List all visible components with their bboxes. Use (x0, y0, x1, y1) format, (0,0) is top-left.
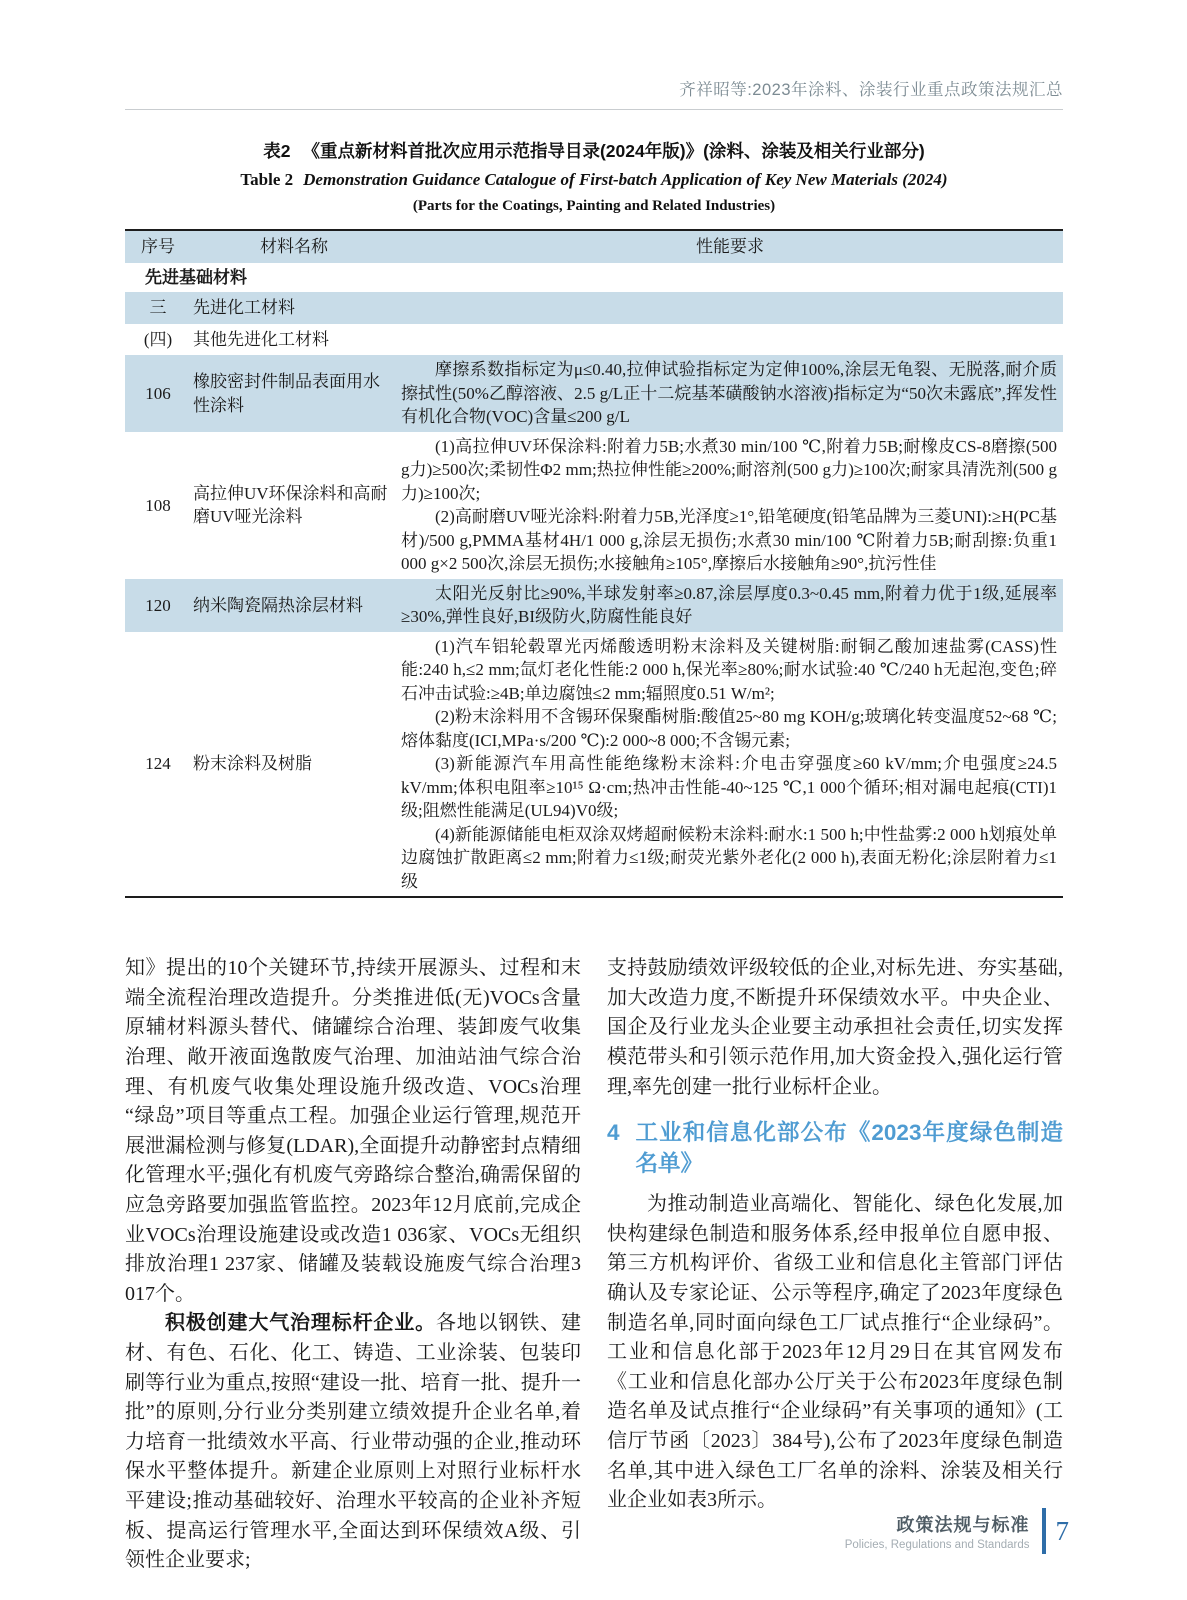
row-no: 106 (145, 383, 171, 403)
article-body (125, 954, 1063, 1575)
row-no: 124 (145, 754, 171, 774)
column-header-perf: 性能要求 (696, 237, 764, 257)
row-material-name: 橡胶密封件制品表面用水性涂料 (193, 372, 380, 415)
section-title: 工业和信息化部公布《2023年度绿色制造名单》 (635, 1120, 1063, 1177)
page-number: 7 (1055, 1515, 1069, 1546)
table-caption-en-label: Table 2 (240, 170, 294, 190)
performance-paragraph: 太阳光反射比≥90%,半球发射率≥0.87,涂层厚度0.3~0.45 mm,附着力优于1级,延展率≥30%,弹性良好,BI级防火,防腐性能良好 (401, 583, 1057, 627)
row-no: 108 (145, 495, 171, 515)
column-header-name: 材料名称 (260, 237, 328, 257)
paragraph-text: 各地以钢铁、建材、有色、石化、化工、铸造、工业涂装、包装印刷等行业为重点,按照“建设一批、培育一批、提升一批”的原则,分行业分类别建立绩效提升企业名单,着力培育一批绩效水平高、行业带动强的企业,推动环保水平整体提升。新建企业原则上对照行业标杆水平建设;推动基础较好、治理水平较高的企业补齐短板、提高运行管理水平,全面达到环保绩效A级、引领性企业要求; (125, 1312, 582, 1572)
row-material-name: 粉末涂料及树脂 (193, 754, 312, 774)
table-caption-en (125, 167, 1063, 193)
left-column (125, 954, 581, 1575)
footer-title-en: Policies, Regulations and Standards (844, 1539, 1030, 1551)
section-row-label: 先进基础材料 (145, 267, 247, 287)
performance-paragraph: (1)高拉伸UV环保涂料:附着力5B;水煮30 min/100 ℃,附着力5B;耐橡皮CS-8磨擦(500 g力)≥500次;柔韧性Φ2 mm;热拉伸性能≥200%;耐溶剂(500 g力)≥100次;耐家具清洗剂(500 g力)≥100次; (401, 436, 1057, 503)
row-performance (397, 632, 1063, 898)
row-no: 120 (145, 595, 171, 615)
row-material-name: 其他先进化工材料 (193, 329, 329, 349)
row-material-name: 纳米陶瓷隔热涂层材料 (193, 595, 363, 615)
performance-paragraph: (3)新能源汽车用高性能绝缘粉末涂料:介电击穿强度≥60 kV/mm;介电强度≥24.5 kV/mm;体积电阻率≥10¹⁵ Ω·cm;热冲击性能-40~125 ℃,1 000个循环;相对漏电起痕(CTI)1级;阻燃性能满足(UL94)V0级; (401, 754, 1057, 821)
body-paragraph: 知》提出的10个关键环节,持续开展源头、过程和末端全流程治理改造提升。分类推进低(无)VOCs含量原辅材料源头替代、储罐综合治理、装卸废气收集治理、敞开液面逸散废气治理、加油站油气综合治理、有机废气收集处理设施升级改造、VOCs治理“绿岛”项目等重点工程。加强企业运行管理,规范开展泄漏检测与修复(LDAR),全面提升动静密封点精细化管理水平;强化有机废气旁路综合整治,确需保留的应急旁路要加强监管监控。2023年12月底前,完成企业VOCs治理设施建设或改造1 036家、VOCs无组织排放治理1 237家、储罐及装载设施废气综合治理3 017个。 (125, 957, 581, 1305)
performance-paragraph: (2)高耐磨UV哑光涂料:附着力5B,光泽度≥1°,铅笔硬度(铅笔品牌为三菱UNI):≥H(PC基材)/500 g,PMMA基材4H/1 000 g,涂层无损伤;水煮30 min/100 ℃附着力5B;耐刮擦:负重1 000 g×2 500次,涂层无损伤;水接触角≥105°,摩擦后水接触角≥90°,抗污性佳 (401, 507, 1057, 574)
row-performance (397, 432, 1063, 579)
section-number: 4 (607, 1120, 620, 1146)
footer-section-titles (845, 1511, 1030, 1551)
performance-paragraph: 摩擦系数指标定为μ≤0.40,拉伸试验指标定为定伸100%,涂层无龟裂、无脱落,耐介质擦拭性(50%乙醇溶液、2.5 g/L正十二烷基苯磺酸钠水溶液)指标定为“50次未露底”,挥发性有机化合物(VOC)含量≤200 g/L (401, 360, 1057, 427)
table-header-row (125, 230, 1063, 263)
table-caption-zh-label: 表2 (263, 141, 291, 161)
row-no: 三 (149, 298, 167, 318)
performance-paragraph: (4)新能源储能电柜双涂双烤超耐候粉末涂料:耐水:1 500 h;中性盐雾:2 000 h划痕处单边腐蚀扩散距离≤2 mm;附着力≤1级;耐荧光紫外老化(2 000 h),表面无粉化;涂层附着力≤1级 (401, 824, 1057, 891)
row-performance (397, 355, 1063, 432)
table-row (125, 432, 1063, 579)
body-paragraph (125, 1309, 581, 1575)
footer-title-zh: 政策法规与标准 (896, 1515, 1030, 1535)
materials-table (125, 229, 1063, 898)
paragraph-lead-bold: 积极创建大气治理标杆企业。 (165, 1312, 436, 1335)
table-row (125, 579, 1063, 632)
column-header-no: 序号 (141, 237, 175, 257)
performance-paragraph: (1)汽车铝轮毂罩光丙烯酸透明粉末涂料及关键树脂:耐铜乙酸加速盐雾(CASS)性能:240 h,≤2 mm;氙灯老化性能:2 000 h,保光率≥80%;耐水试验:40 ℃/240 h无起泡,变色;碎石冲击试验:≥4B;单边腐蚀≤2 mm;辐照度0.51 W/m²; (401, 636, 1057, 703)
table-caption-en-subtitle: (Parts for the Coatings, Painting and Related Industries) (412, 197, 776, 214)
row-material-name: 高拉伸UV环保涂料和高耐磨UV哑光涂料 (193, 483, 388, 527)
table-caption-zh-title: 《重点新材料首批次应用示范指导目录(2024年版)》(涂料、涂装及相关行业部分) (302, 141, 925, 161)
table-row (125, 263, 1063, 293)
table-row (125, 324, 1063, 356)
row-no: (四) (143, 329, 173, 349)
running-header-text: 齐祥昭等:2023年涂料、涂装行业重点政策法规汇总 (679, 81, 1063, 99)
body-paragraph: 为推动制造业高端化、智能化、绿色化发展,加快构建绿色制造和服务体系,经申报单位自愿申报、第三方机构评价、省级工业和信息化主管部门评估确认及专家论证、公示等程序,确定了2023年度绿色制造名单,同时面向绿色工厂试点推行“企业绿码”。工业和信息化部于2023年12月29日在其官网发布《工业和信息化部办公厅关于公布2023年度绿色制造名单及试点推行“企业绿码”有关事项的通知》(工信厅节函〔2023〕384号),公布了2023年度绿色制造名单,其中进入绿色工厂名单的涂料、涂装及相关行业企业如表3所示。 (607, 1193, 1063, 1512)
footer-accent-bar (1042, 1508, 1046, 1554)
page-footer (845, 1508, 1069, 1554)
row-performance (397, 292, 1063, 324)
body-paragraph: 支持鼓励绩效评级较低的企业,对标先进、夯实基础,加大改造力度,不断提升环保绩效水平。中央企业、国企及行业龙头企业要主动承担社会责任,切实发挥模范带头和引领示范作用,加大资金投入,强化运行管理,率先创建一批行业标杆企业。 (607, 957, 1063, 1098)
table-row (125, 292, 1063, 324)
table-row (125, 632, 1063, 898)
table-caption (125, 138, 1063, 217)
section-heading (607, 1117, 1063, 1179)
table-row (125, 355, 1063, 432)
row-material-name: 先进化工材料 (193, 298, 295, 318)
row-performance (397, 324, 1063, 356)
right-column (607, 954, 1063, 1575)
table-caption-zh (125, 138, 1063, 164)
table-caption-en-title: Demonstration Guidance Catalogue of First-batch Application of Key New Materials (2024) (303, 170, 948, 190)
performance-paragraph: (2)粉末涂料用不含锡环保聚酯树脂:酸值25~80 mg KOH/g;玻璃化转变温度52~68 ℃;熔体黏度(ICI,MPa·s/200 ℃):2 000~8 000;不含锡元素; (401, 707, 1057, 750)
running-header (125, 76, 1063, 110)
row-performance (397, 579, 1063, 632)
